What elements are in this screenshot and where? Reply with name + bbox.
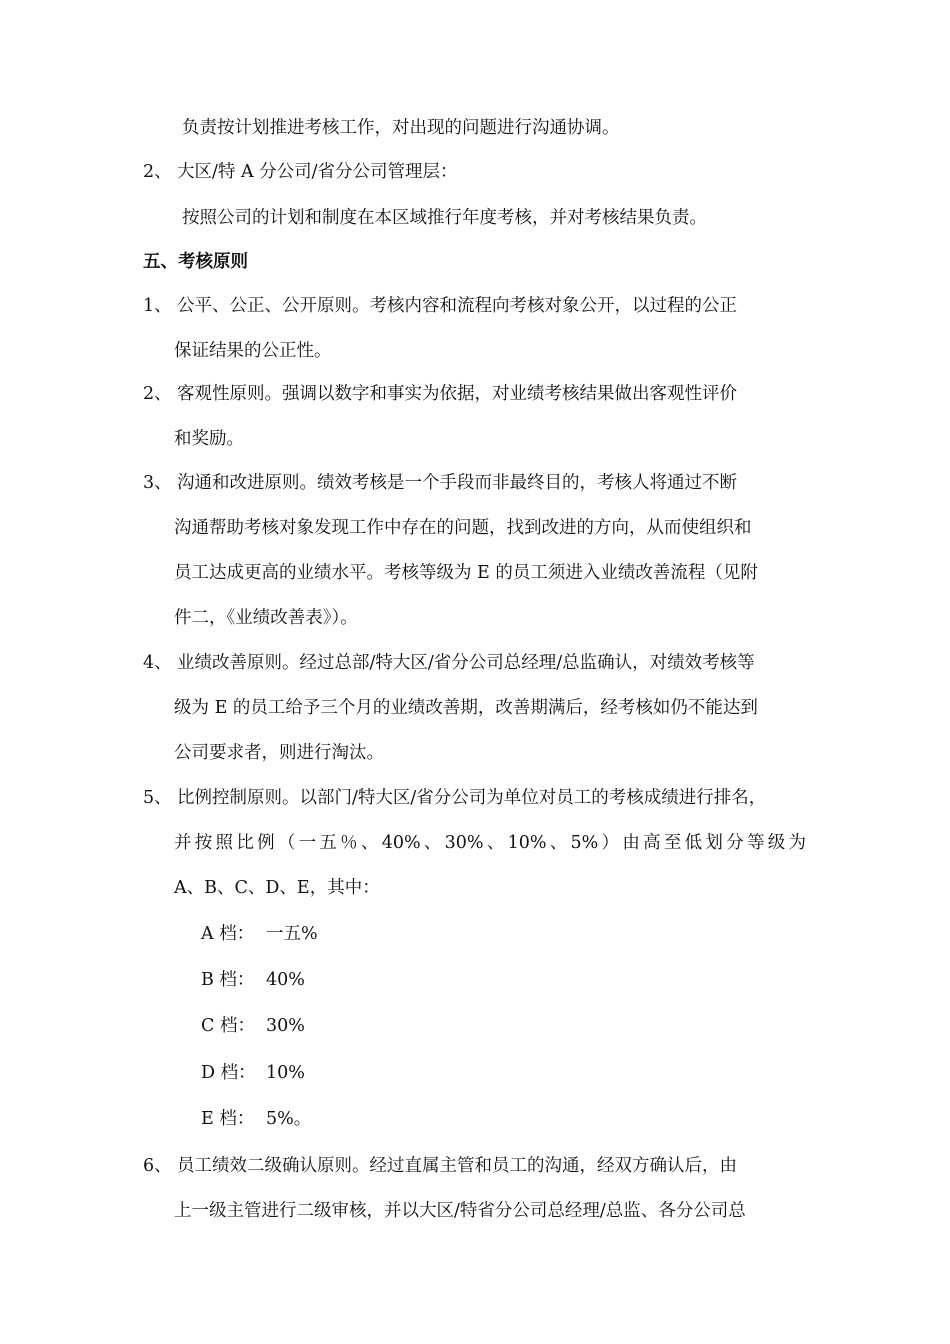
grade-label: B 档： bbox=[201, 970, 255, 990]
list-text-line: 客观性原则。强调以数字和事实为依据，对业绩考核结果做出客观性评价 bbox=[177, 384, 737, 404]
list-text-line: 件二，《业绩改善表》）。 bbox=[174, 608, 358, 628]
grade-value: 40% bbox=[266, 970, 305, 990]
list-text-line: 保证结果的公正性。 bbox=[174, 341, 332, 361]
grade-label: C 档： bbox=[201, 1016, 255, 1036]
list-number: 6、 bbox=[143, 1156, 172, 1176]
paragraph-line: 按照公司的计划和制度在本区域推行年度考核，并对考核结果负责。 bbox=[182, 208, 707, 228]
list-text-line: 级为 E 的员工给予三个月的业绩改善期，改善期满后，经考核如仍不能达到 bbox=[174, 698, 758, 718]
list-text-line: 比例控制原则。以部门/特大区/省分公司为单位对员工的考核成绩进行排名， bbox=[177, 788, 767, 808]
grade-value: 5%。 bbox=[266, 1109, 312, 1129]
list-text-line: 和奖励。 bbox=[174, 429, 244, 449]
grade-value: 30% bbox=[266, 1016, 305, 1036]
list-text-line: 公司要求者，则进行淘汰。 bbox=[174, 743, 384, 763]
list-number: 2、 bbox=[143, 162, 172, 182]
section-heading: 五、考核原则 bbox=[143, 252, 248, 272]
list-text-line: 上一级主管进行二级审核，并以大区/特省分公司总经理/总监、各分公司总 bbox=[174, 1201, 746, 1221]
list-number: 1、 bbox=[143, 296, 172, 316]
list-text-line: 公平、公正、公开原则。考核内容和流程向考核对象公开，以过程的公正 bbox=[177, 296, 737, 316]
grade-value: 10% bbox=[266, 1063, 305, 1083]
list-text-line: 并按照比例（一五％、40%、30%、10%、5%）由高至低划分等级为 bbox=[174, 833, 806, 853]
list-text: 大区/特 A 分公司/省分公司管理层： bbox=[177, 162, 458, 182]
list-text-line: 员工达成更高的业绩水平。考核等级为 E 的员工须进入业绩改善流程（见附 bbox=[174, 563, 758, 583]
list-number: 5、 bbox=[143, 788, 172, 808]
grade-label: D 档： bbox=[201, 1063, 256, 1083]
grade-value: 一五% bbox=[266, 924, 318, 944]
grade-label: A 档： bbox=[201, 924, 255, 944]
list-number: 2、 bbox=[143, 384, 172, 404]
list-number: 3、 bbox=[143, 473, 172, 493]
paragraph-line: 负责按计划推进考核工作，对出现的问题进行沟通协调。 bbox=[182, 118, 620, 138]
list-text-line: A、B、C、D、E，其中： bbox=[174, 878, 380, 898]
list-number: 4、 bbox=[143, 653, 172, 673]
list-text-line: 业绩改善原则。经过总部/特大区/省分公司总经理/总监确认，对绩效考核等 bbox=[177, 653, 755, 673]
list-text-line: 员工绩效二级确认原则。经过直属主管和员工的沟通，经双方确认后，由 bbox=[177, 1156, 737, 1176]
list-text-line: 沟通和改进原则。绩效考核是一个手段而非最终目的，考核人将通过不断 bbox=[177, 473, 737, 493]
list-text-line: 沟通帮助考核对象发现工作中存在的问题，找到改进的方向，从而使组织和 bbox=[174, 518, 752, 538]
grade-label: E 档： bbox=[201, 1109, 255, 1129]
